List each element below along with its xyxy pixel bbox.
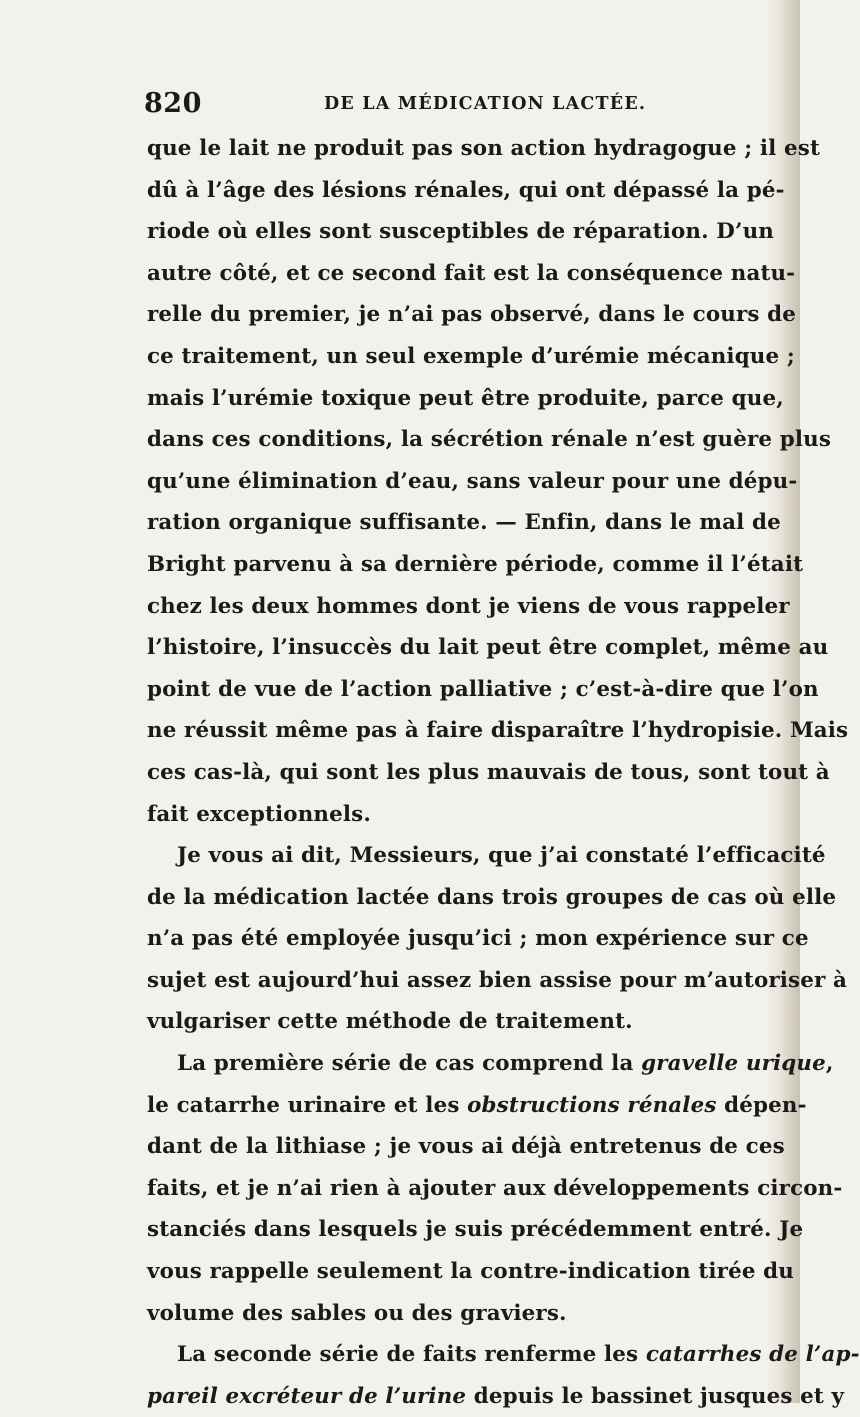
- text-line: vous rappelle seulement la contre-indication tirée du: [147, 1259, 794, 1285]
- italic-term: gravelle urique: [641, 1051, 826, 1077]
- text-line: le catarrhe urinaire et les obstructions rénales dépen-: [147, 1092, 807, 1118]
- text-line: ration organique suffisante. — Enfin, dans le mal de: [147, 510, 781, 536]
- text-line: faits, et je n’ai rien à ajouter aux développements circon-: [147, 1175, 843, 1201]
- text-line: dant de la lithiase ; je vous ai déjà entretenus de ces: [147, 1134, 785, 1160]
- text-line: Bright parvenu à sa dernière période, comme il l’était: [147, 551, 804, 577]
- text-line: stanciés dans lesquels je suis précédemment entré. Je: [147, 1217, 804, 1243]
- italic-term: obstructions rénales: [467, 1092, 717, 1118]
- text-line: dans ces conditions, la sécrétion rénale n’est guère plus: [147, 427, 832, 453]
- italic-term: catarrhes de l’ap-: [645, 1342, 860, 1368]
- text-line: autre côté, et ce second fait est la conséquence natu-: [147, 260, 796, 286]
- text-line: ne réussit même pas à faire disparaître l’hydropisie. Mais: [147, 718, 849, 744]
- text-line: ce traitement, un seul exemple d’urémie mécanique ;: [147, 343, 795, 369]
- text-line: qu’une élimination d’eau, sans valeur pour une dépu-: [147, 468, 798, 494]
- text-line: de la médication lactée dans trois groupes de cas où elle: [147, 884, 837, 910]
- page-header: [144, 88, 754, 128]
- text-line: point de vue de l’action palliative ; c’est-à-dire que l’on: [147, 676, 819, 702]
- text-line: dû à l’âge des lésions rénales, qui ont dépassé la pé-: [147, 177, 785, 203]
- page-number: 820: [144, 88, 202, 119]
- text-line: La première série de cas comprend la gravelle urique,: [177, 1051, 834, 1077]
- text-line: que le lait ne produit pas son action hydragogue ; il est: [147, 136, 821, 161]
- text-line: sujet est aujourd’hui assez bien assise pour m’autoriser à: [147, 967, 848, 993]
- text-line: La seconde série de faits renferme les catarrhes de l’ap-: [177, 1342, 860, 1368]
- text-line: volume des sables ou des graviers.: [147, 1300, 567, 1326]
- text-line: chez les deux hommes dont je viens de vous rappeler: [147, 593, 790, 619]
- text-line: pareil excréteur de l’urine depuis le bassinet jusques et y: [147, 1383, 845, 1409]
- text-line: Je vous ai dit, Messieurs, que j’ai constaté l’efficacité: [177, 843, 826, 869]
- text-line: fait exceptionnels.: [147, 801, 371, 827]
- italic-term: pareil excréteur de l’urine: [147, 1383, 467, 1409]
- text-line: mais l’urémie toxique peut être produite, parce que,: [147, 385, 784, 411]
- text-line: riode où elles sont susceptibles de réparation. D’un: [147, 219, 774, 245]
- running-head: DE LA MÉDICATION LACTÉE.: [324, 94, 647, 114]
- body-text: [147, 128, 860, 1417]
- text-line: ces cas-là, qui sont les plus mauvais de tous, sont tout à: [147, 759, 830, 785]
- text-line: n’a pas été employée jusqu’ici ; mon expérience sur ce: [147, 926, 809, 952]
- text-line: l’histoire, l’insuccès du lait peut être complet, même au: [147, 635, 829, 661]
- text-line: relle du premier, je n’ai pas observé, dans le cours de: [147, 302, 797, 328]
- text-line: vulgariser cette méthode de traitement.: [147, 1009, 633, 1035]
